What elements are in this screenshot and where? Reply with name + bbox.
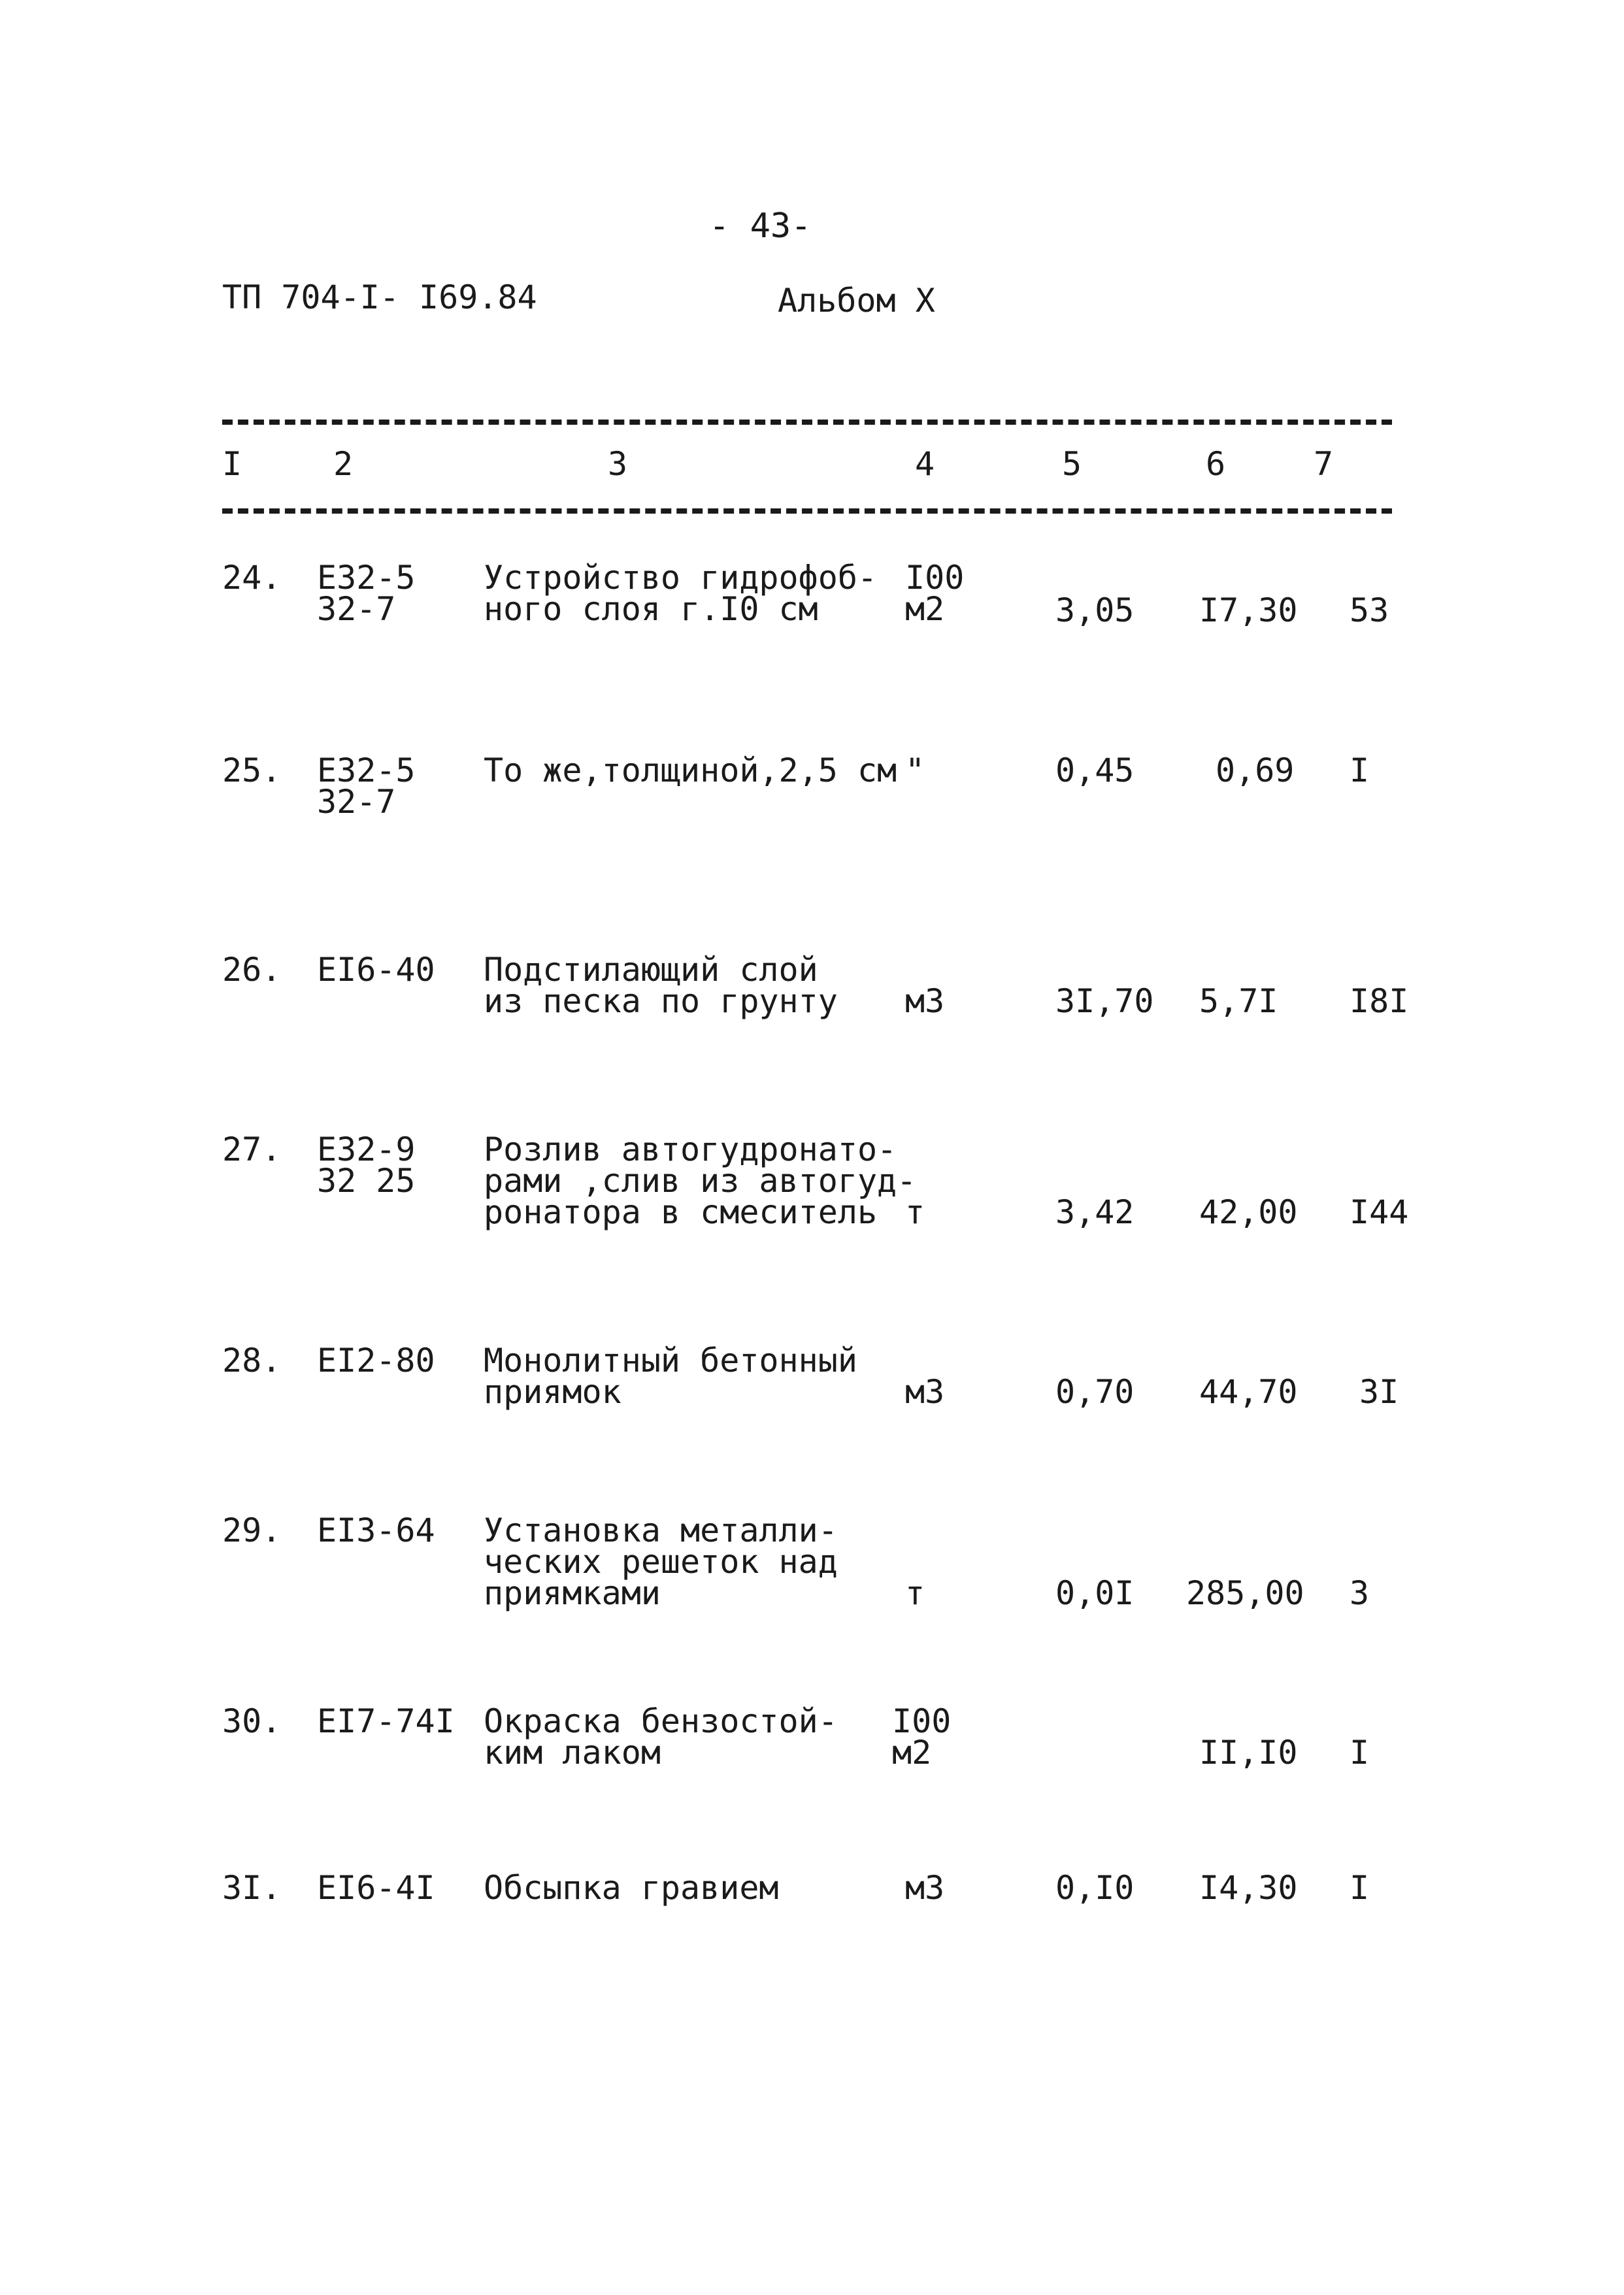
column-number-3: 3: [608, 445, 628, 483]
row-number: 30.: [222, 1702, 282, 1740]
work-description: Обсыпка гравием: [484, 1869, 779, 1907]
column-5-value: 0,0I: [1055, 1574, 1135, 1612]
column-5-value: 0,45: [1055, 751, 1135, 789]
column-6-value: 44,70: [1199, 1373, 1298, 1411]
table-top-rule: [222, 420, 1392, 425]
column-7-value: 3: [1350, 1574, 1370, 1612]
row-number: 28.: [222, 1342, 282, 1379]
row-number: 25.: [222, 751, 282, 789]
page-number: - 43-: [709, 206, 812, 246]
norm-code: EI2-80: [317, 1342, 435, 1379]
column-6-value: I7,30: [1199, 591, 1298, 629]
norm-code: E32-5 32-7: [317, 559, 416, 628]
column-number-5: 5: [1062, 445, 1082, 483]
table-header-rule: [222, 508, 1392, 514]
norm-code: EI6-4I: [317, 1869, 435, 1907]
unit: т: [905, 1193, 925, 1231]
column-7-value: I44: [1350, 1193, 1409, 1231]
column-5-value: 3I,70: [1055, 982, 1154, 1020]
column-5-value: 3,05: [1055, 591, 1135, 629]
unit: I00 м2: [892, 1702, 952, 1772]
column-number-7: 7: [1314, 445, 1334, 483]
column-6-value: I4,30: [1199, 1869, 1298, 1907]
norm-code: EI6-40: [317, 951, 435, 989]
norm-code: EI3-64: [317, 1511, 435, 1549]
norm-code: E32-5 32-7: [317, 751, 416, 821]
norm-code: E32-9 32 25: [317, 1131, 416, 1200]
row-number: 27.: [222, 1131, 282, 1168]
row-number: 26.: [222, 951, 282, 989]
work-description: Розлив автогудронато- рами ,слив из автогуд- ронатора в смеситель: [484, 1131, 917, 1231]
work-description: Подстилающий слой из песка по грунту: [484, 951, 838, 1020]
unit: м3: [905, 982, 945, 1020]
album-label: Альбом X: [778, 282, 935, 320]
unit: ": [905, 751, 925, 789]
unit: I00 м2: [905, 559, 965, 628]
column-5-value: 0,I0: [1055, 1869, 1135, 1907]
work-description: Установка металли- ческих решеток над приямками: [484, 1511, 838, 1612]
column-5-value: 0,70: [1055, 1373, 1135, 1411]
work-description: То же,толщиной,2,5 см: [484, 751, 897, 789]
column-6-value: 5,7I: [1199, 982, 1278, 1020]
column-7-value: I: [1350, 1869, 1370, 1907]
row-number: 24.: [222, 559, 282, 597]
column-6-value: 0,69: [1216, 751, 1295, 789]
row-number: 29.: [222, 1511, 282, 1549]
column-6-value: II,I0: [1199, 1734, 1298, 1772]
column-7-value: I: [1350, 1734, 1370, 1772]
column-7-value: 3I: [1359, 1373, 1399, 1411]
work-description: Монолитный бетонный приямок: [484, 1342, 857, 1411]
column-number-2: 2: [333, 445, 354, 483]
column-number-6: 6: [1206, 445, 1226, 483]
row-number: 3I.: [222, 1869, 282, 1907]
unit: м3: [905, 1373, 945, 1411]
column-number-4: 4: [915, 445, 935, 483]
column-7-value: 53: [1350, 591, 1389, 629]
column-7-value: I: [1350, 751, 1370, 789]
work-description: Окраска бензостой- ким лаком: [484, 1702, 838, 1772]
unit: т: [905, 1574, 925, 1612]
column-5-value: 3,42: [1055, 1193, 1135, 1231]
column-7-value: I8I: [1350, 982, 1409, 1020]
unit: м3: [905, 1869, 945, 1907]
column-6-value: 42,00: [1199, 1193, 1298, 1231]
column-number-1: I: [222, 445, 242, 483]
document-code: ТП 704-I- I69.84: [222, 278, 537, 316]
column-6-value: 285,00: [1186, 1574, 1304, 1612]
norm-code: EI7-74I: [317, 1702, 455, 1740]
work-description: Устройство гидрофоб- ного слоя г.I0 см: [484, 559, 878, 628]
